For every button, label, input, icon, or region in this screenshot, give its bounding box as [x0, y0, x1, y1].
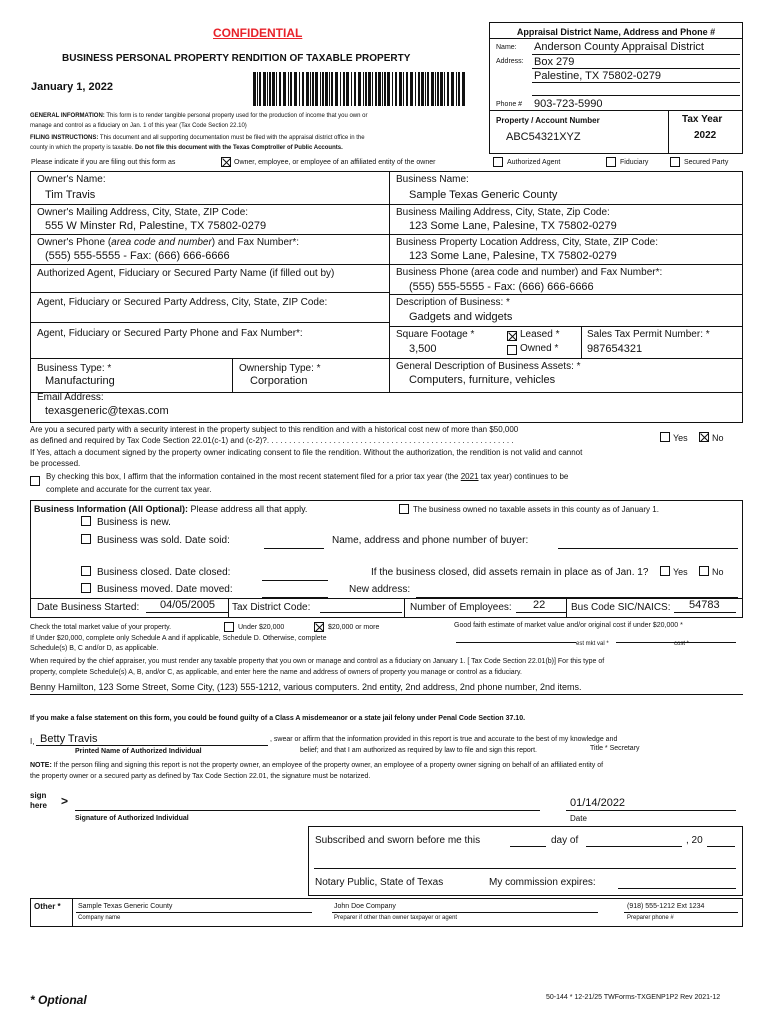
no-assets-label: The business owned no taxable assets in this county as of January 1. — [413, 505, 659, 514]
fiduciary-entry[interactable]: Benny Hamilton, 123 Some Street, Some City, (123) 555-1212, various computers. 2nd entity, 2nd address, 2nd phone number, 2nd items. — [30, 682, 582, 692]
assets-remain-yes-label: Yes — [673, 567, 688, 577]
year-field[interactable] — [707, 836, 735, 847]
tax-year-label: Tax Year — [682, 114, 723, 125]
filing-as-prompt: Please indicate if you are filing out this form as — [31, 159, 176, 166]
affirm-text: By checking this box, I affirm that the information contained in the most recent statement filed for a prior tax year (the 2021 tax year) continues to be — [46, 472, 569, 481]
sign-arrow: > — [61, 794, 69, 808]
general-information: GENERAL INFORMATION: This form is to render tangible personal property used for the production of income that you own or manage and control as a fiduciary on Jan. 1 of this year (Tax Code Section 22.10) — [30, 113, 368, 129]
year-prefix: , 20 — [686, 835, 703, 846]
secured-attach-note: If Yes, attach a document signed by the property owner indicating consent to file the rendition. Without the authorization, the rendition is not valid and cannot — [30, 448, 583, 457]
other-label: Other * — [34, 902, 61, 911]
buyer-field[interactable] — [558, 538, 738, 549]
sales-tax-permit[interactable]: 987654321 — [587, 343, 643, 355]
secured-party-question: Are you a secured party with a security interest in the property subject to this rendition and with a historical cost new of more than $50,000 — [30, 425, 519, 434]
buyer-label: Name, address and phone number of buyer: — [332, 535, 529, 546]
business-name-label: Business Name: — [396, 174, 469, 185]
cost-label: cost * — [674, 641, 690, 647]
secured-yes-label: Yes — [673, 433, 688, 443]
owned-label: Owned * — [520, 343, 559, 354]
i-label: I, — [30, 737, 35, 746]
district-phone[interactable]: 903-723-5990 — [534, 98, 603, 110]
leased-checkbox[interactable] — [507, 331, 517, 341]
agent-checkbox[interactable] — [493, 157, 503, 167]
secured-no-label: No — [712, 433, 724, 443]
leased-label: Leased * — [520, 329, 560, 340]
district-phone-label: Phone # — [496, 101, 523, 108]
district-address-line2[interactable]: Palestine, TX 75802-0279 — [534, 70, 661, 82]
market-value-note: If Under $20,000, complete only Schedule A and if applicable, Schedule D. Otherwise, complete — [30, 635, 327, 642]
signature-label: Signature of Authorized Individual — [75, 815, 189, 822]
sic-naics[interactable]: 54783 — [689, 599, 720, 611]
new-address-label: New address: — [349, 584, 411, 595]
date-label: Date — [570, 814, 587, 823]
owner-option-label: Owner, employee, or employee of an affiliated entity of the owner — [234, 159, 436, 166]
fiduciary-checkbox[interactable] — [606, 157, 616, 167]
new-address-field[interactable] — [416, 587, 738, 598]
business-type[interactable]: Manufacturing — [45, 375, 115, 387]
assets-remain-no-label: No — [712, 567, 724, 577]
market-value-note-2: Schedule(s) B, C and/or D, as applicable. — [30, 645, 159, 652]
owner-mailing-label: Owner's Mailing Address, City, State, ZIP Code: — [37, 207, 249, 218]
filing-instructions: FILING INSTRUCTIONS: This document and all supporting documentation must be filed with the appraisal district office in the county in which the property is taxable. Do not file this document with the Texas Comptroller of Public Accounts. — [30, 135, 365, 151]
swear-statement: , swear or affirm that the information provided in this report is true and accurate to the best of my knowledge and — [270, 736, 618, 743]
owner-phone-label: Owner's Phone (area code and number) and Fax Number*: — [37, 237, 300, 248]
assets-remain-no-checkbox[interactable] — [699, 566, 709, 576]
date-closed-field[interactable] — [262, 570, 328, 581]
agent-address-label: Agent, Fiduciary or Secured Party Address, City, State, ZIP Code: — [37, 297, 328, 308]
signer-name[interactable]: Betty Travis — [40, 733, 98, 745]
email-label: Email Address: — [37, 392, 104, 403]
agent-option-label: Authorized Agent — [507, 159, 561, 166]
signature-date[interactable]: 01/14/2022 — [570, 797, 626, 809]
over-20000-label: $20,000 or more — [328, 624, 380, 631]
secured-party-checkbox[interactable] — [670, 157, 680, 167]
account-number-label: Property / Account Number — [496, 116, 600, 125]
commission-field[interactable] — [618, 878, 736, 889]
market-value-prompt: Check the total market value of your property. — [30, 624, 172, 631]
district-name-label: Name: — [496, 44, 517, 51]
ownership-type-label: Ownership Type: * — [239, 363, 321, 374]
notary-public-label: Notary Public, State of Texas — [315, 877, 444, 888]
optional-footnote: * Optional — [30, 993, 87, 1007]
preparer-name-label: Preparer if other than owner taxpayer or agent — [334, 915, 458, 921]
date-started[interactable]: 04/05/2005 — [160, 599, 216, 611]
signature-field[interactable] — [75, 800, 540, 811]
district-address-line1[interactable]: Box 279 — [534, 56, 575, 68]
business-mailing-address[interactable]: 123 Some Lane, Palesine, TX 75802-0279 — [409, 220, 617, 232]
district-name[interactable]: Anderson County Appraisal District — [534, 41, 704, 53]
commission-label: My commission expires: — [489, 877, 596, 888]
good-faith-label: Good faith estimate of market value and/or original cost if under $20,000 * — [454, 622, 683, 629]
owned-checkbox[interactable] — [507, 345, 517, 355]
appraisal-district-heading: Appraisal District Name, Address and Phone # — [516, 27, 716, 37]
fiduciary-instruction-2: property, complete Schedule(s) A, B, and/or C, as applicable, and enter here the name and address of owners of property you manage or control as a fiduciary. — [30, 669, 522, 676]
business-closed-label: Business closed. Date closed: — [97, 567, 231, 578]
business-sold-checkbox[interactable] — [81, 534, 91, 544]
business-moved-checkbox[interactable] — [81, 583, 91, 593]
assets-remain-question: If the business closed, did assets remain in place as of Jan. 1? — [371, 567, 649, 578]
date-started-label: Date Business Started: — [37, 602, 140, 613]
secured-no-checkbox[interactable] — [699, 432, 709, 442]
business-location-address[interactable]: 123 Some Lane, Palesine, TX 75802-0279 — [409, 250, 617, 262]
secured-party-question-2: as defined and required by Tax Code Section 22.01(c-1) and (c-2)?. . . . . . . . . . . . . . . . . . . . . . . . . . . . . . . . . . . . . . . . . . . . . . . . . . . . . . . . — [30, 436, 514, 445]
company-name-label: Company name — [78, 915, 121, 921]
printed-name-label: Printed Name of Authorized Individual — [75, 748, 202, 755]
account-number[interactable]: ABC54321XYZ — [506, 131, 581, 143]
sign-here-label: sign here — [30, 791, 47, 810]
false-statement-warning: If you make a false statement on this form, you could be found guilty of a Class A misdemeanor or a state jail felony under Penal Code Section 37.10. — [30, 715, 526, 722]
est-market-value-label: est mkt val * — [576, 641, 609, 647]
owner-phone[interactable]: (555) 555-5555 - Fax: (666) 666-6666 — [45, 250, 230, 262]
business-assets-label: General Description of Business Assets: * — [396, 361, 581, 372]
swear-statement-2: belief; and that I am authorized as required by law to file and sign this report. — [300, 747, 537, 754]
business-description-label: Description of Business: * — [396, 297, 510, 308]
fiduciary-instruction: When required by the chief appraiser, you must render any taxable property that you own or manage and control as a fiduciary on January 1. [ Tax Code Section 22.01(b)] For this type of — [30, 658, 605, 665]
secured-attach-note-2: be processed. — [30, 459, 81, 468]
under-20000-checkbox[interactable] — [224, 622, 234, 632]
owner-name-label: Owner's Name: — [37, 174, 106, 185]
business-assets[interactable]: Computers, furniture, vehicles — [409, 374, 556, 386]
square-footage-label: Square Footage * — [396, 329, 475, 340]
agent-phone-label: Agent, Fiduciary or Secured Party Phone and Fax Number*: — [37, 328, 303, 339]
no-assets-checkbox[interactable] — [399, 504, 409, 514]
business-closed-checkbox[interactable] — [81, 566, 91, 576]
company-name[interactable]: Sample Texas Generic County — [78, 903, 173, 910]
confidential-label: CONFIDENTIAL — [213, 26, 303, 40]
business-moved-label: Business moved. Date moved: — [97, 584, 233, 595]
month-field[interactable] — [586, 836, 682, 847]
date-sold-field[interactable] — [264, 538, 324, 549]
business-mailing-label: Business Mailing Address, City, State, Zip Code: — [396, 207, 610, 218]
fiduciary-option-label: Fiduciary — [620, 159, 649, 166]
square-footage[interactable]: 3,500 — [409, 343, 437, 355]
affirm-text-2: complete and accurate for the current tax year. — [46, 485, 212, 494]
business-phone[interactable]: (555) 555-5555 - Fax: (666) 666-6666 — [409, 281, 594, 293]
assets-remain-yes-checkbox[interactable] — [660, 566, 670, 576]
employees-label: Number of Employees: — [410, 602, 512, 613]
tax-year[interactable]: 2022 — [694, 130, 717, 141]
secured-party-option-label: Secured Party — [684, 159, 729, 166]
business-name[interactable]: Sample Texas Generic County — [409, 189, 558, 201]
business-sold-label: Business was sold. Date soid: — [97, 535, 230, 546]
notary-note: NOTE: If the person filing and signing this report is not the property owner, an employee of the property owner, an employee of a property owner signing on behalf of an affiliated entity of — [30, 762, 604, 769]
preparer-name[interactable]: John Doe Company — [334, 903, 396, 910]
sales-tax-permit-label: Sales Tax Permit Number: * — [587, 329, 710, 340]
notary-note-2: the property owner or a secured party as defined by Tax Code Section 22.01, the signature must be notarized. — [30, 773, 371, 780]
owner-checkbox[interactable] — [221, 157, 231, 167]
business-info-heading: Business Information (All Optional): Please address all that apply. — [34, 504, 308, 514]
ownership-type[interactable]: Corporation — [250, 375, 308, 387]
owner-name[interactable]: Tim Travis — [45, 189, 96, 201]
sic-naics-label: Bus Code SIC/NAICS: — [571, 602, 671, 613]
form-date: January 1, 2022 — [31, 81, 113, 93]
district-address-label: Address: — [496, 58, 524, 65]
email-address[interactable]: texasgeneric@texas.com — [45, 405, 169, 417]
under-20000-label: Under $20,000 — [238, 624, 285, 631]
est-market-value-field[interactable] — [456, 632, 576, 643]
subscribed-label: Subscribed and sworn before me this — [315, 835, 481, 846]
business-new-label: Business is new. — [97, 517, 171, 528]
business-type-label: Business Type: * — [37, 363, 112, 374]
agent-name-label: Authorized Agent, Fiduciary or Secured Party Name (if filled out by) — [37, 268, 335, 279]
business-phone-label: Business Phone (area code and number) and Fax Number*: — [396, 267, 663, 278]
secured-yes-checkbox[interactable] — [660, 432, 670, 442]
tax-district-code-label: Tax District Code: — [232, 602, 311, 613]
over-20000-checkbox[interactable] — [314, 622, 324, 632]
barcode-image — [253, 72, 469, 106]
affirm-checkbox[interactable] — [30, 476, 40, 486]
day-field[interactable] — [510, 836, 546, 847]
owner-mailing-address[interactable]: 555 W Minster Rd, Palestine, TX 75802-0279 — [45, 220, 267, 232]
form-code: 50-144 * 12-21/25 TWForms-TXGENP1P2 Rev 2021-12 — [546, 994, 721, 1001]
business-description[interactable]: Gadgets and widgets — [409, 311, 513, 323]
day-of-label: day of — [551, 835, 579, 846]
employees[interactable]: 22 — [533, 599, 546, 611]
preparer-phone-label: Preparer phone # — [627, 915, 674, 921]
business-location-label: Business Property Location Address, City, State, ZIP Code: — [396, 237, 658, 248]
form-title: BUSINESS PERSONAL PROPERTY RENDITION OF TAXABLE PROPERTY — [62, 53, 411, 64]
business-new-checkbox[interactable] — [81, 516, 91, 526]
title-field[interactable]: Title * Secretary — [590, 745, 640, 752]
preparer-phone[interactable]: (918) 555-1212 Ext 1234 — [627, 903, 705, 910]
date-moved-field[interactable] — [262, 587, 328, 598]
